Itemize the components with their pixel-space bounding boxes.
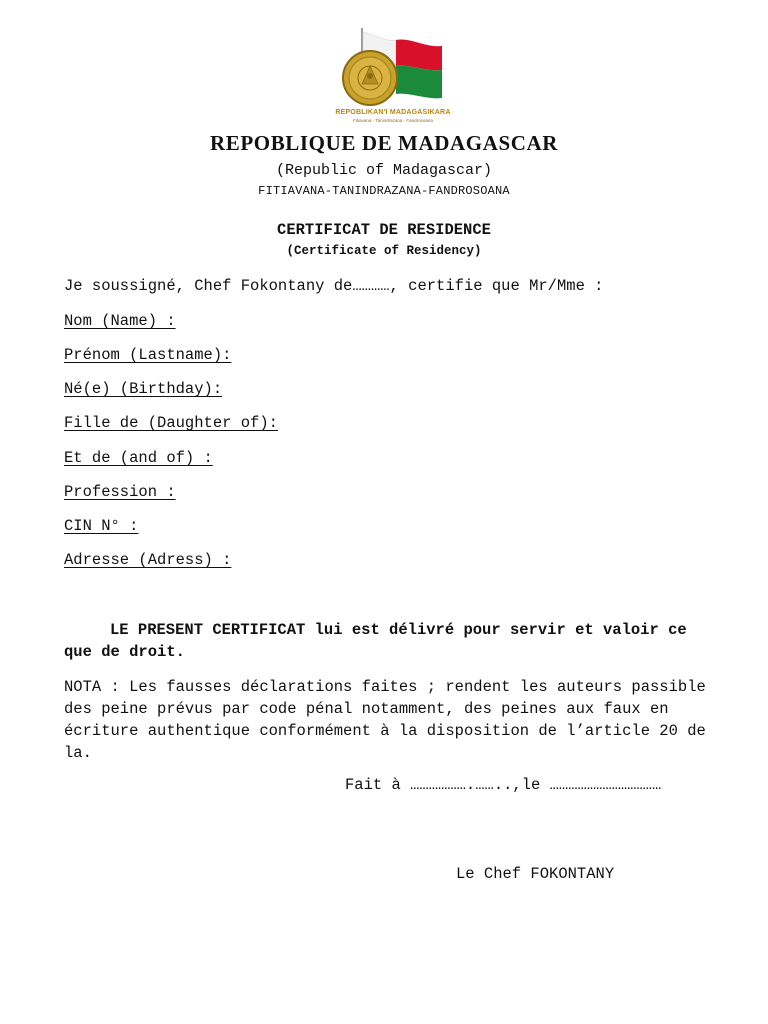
field-address: Adresse (Adress) : [64, 551, 232, 569]
field-cin: CIN N° : [64, 517, 139, 535]
country-title: REPOBLIQUE DE MADAGASCAR [209, 131, 559, 155]
place-date-line: Fait à ……………….……..,le ……………………………… [345, 776, 662, 794]
certificate-statement: LE PRESENT CERTIFICAT lui est délivré pour servir et valoir ce que de droit. [64, 621, 687, 661]
certificate-subtitle: (Certificate of Residency) [286, 244, 482, 258]
field-profession: Profession : [64, 483, 176, 501]
field-birthday: Né(e) (Birthday): [64, 380, 223, 398]
logo-caption: REPOBLIKAN'I MADAGASIKARA [335, 109, 451, 116]
certificate-title: CERTIFICAT DE RESIDENCE [277, 221, 491, 239]
field-firstname: Prénom (Lastname): [64, 346, 232, 364]
madagascar-emblem-logo [318, 26, 468, 126]
country-subtitle: (Republic of Madagascar) [275, 162, 493, 179]
field-and-of: Et de (and of) : [64, 449, 213, 467]
logo-subcaption: Fitiavana - Tanindrazana - Fandrosoana [353, 118, 433, 123]
flag-and-seal-icon [318, 26, 468, 108]
field-daughter-of: Fille de (Daughter of): [64, 414, 278, 432]
signature-title: Le Chef FOKONTANY [456, 865, 615, 883]
nota-paragraph: NOTA : Les fausses déclarations faites ; rendent les auteurs passible des peine prévus par code pénal notamment, des peines aux faux en écriture authentique conformément à la disposition de l’article 20 de la. [64, 678, 706, 762]
field-name: Nom (Name) : [64, 312, 176, 330]
intro-line: Je soussigné, Chef Fokontany de…………, certifie que Mr/Mme : [64, 277, 604, 295]
national-motto: FITIAVANA-TANINDRAZANA-FANDROSOANA [258, 184, 510, 198]
